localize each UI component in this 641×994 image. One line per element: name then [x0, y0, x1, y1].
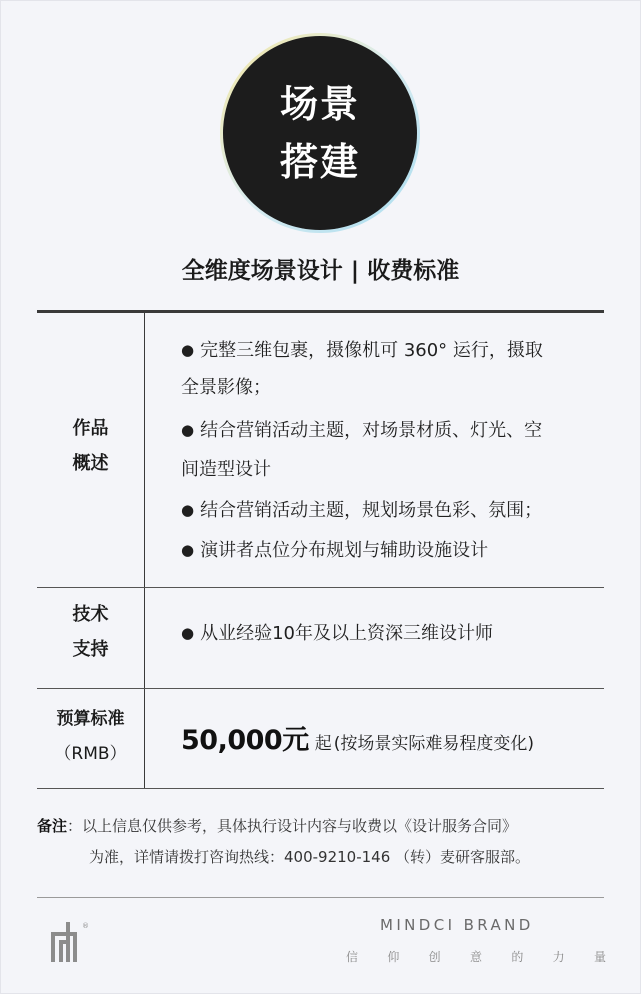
- price-amount: 50,000元: [181, 725, 309, 756]
- list-item: [181, 411, 601, 451]
- slogan-char: 意: [469, 950, 482, 964]
- bullet-text: 从业经验10年及以上资深三维设计师: [200, 623, 493, 644]
- brand-logo-icon: [49, 918, 89, 964]
- bullet-text: 演讲者点位分布规划与辅助设施设计: [200, 540, 489, 561]
- list-item: [181, 531, 601, 571]
- label-line: 作品: [72, 418, 109, 439]
- note-line-2: [89, 842, 609, 872]
- footer-divider: [37, 897, 604, 898]
- note-text: 为准，详情请拨打咨询热线：400-9210-146 （转）麦研客服部。: [89, 848, 531, 866]
- bullet-icon: ●: [181, 501, 195, 519]
- slogan-char: 信: [346, 950, 359, 964]
- slogan-char: 力: [552, 950, 565, 964]
- row-divider-1: [37, 587, 604, 588]
- badge-line-1: 场景: [279, 82, 360, 126]
- label-line: 技术: [72, 604, 109, 625]
- list-item-continuation: [181, 368, 601, 408]
- list-item-continuation: [181, 450, 601, 490]
- brand-name: MINDCI BRAND: [380, 916, 534, 934]
- table-top-divider: [37, 310, 604, 313]
- bullet-text: 完整三维包裹，摄像机可 360° 运行，摄取: [200, 340, 543, 361]
- badge-line-2: 搭建: [279, 140, 360, 184]
- bullet-icon: ●: [181, 341, 195, 359]
- bullet-icon: ●: [181, 421, 195, 439]
- slogan-char: 创: [428, 950, 441, 964]
- bullet-text: 全景影像；: [181, 377, 271, 398]
- row-divider-2: [37, 688, 604, 689]
- registered-mark: ®: [82, 922, 89, 930]
- row-divider-3: [37, 788, 604, 789]
- slogan-char: 量: [593, 950, 606, 964]
- brand-slogan: [346, 948, 606, 965]
- price-unit: 起: [314, 734, 332, 754]
- title-badge: [223, 36, 417, 230]
- label-line: 支持: [72, 639, 109, 660]
- note-text: ：以上信息仅供参考，具体执行设计内容与收费以《设计服务合同》: [67, 817, 518, 835]
- slogan-char: 仰: [387, 950, 400, 964]
- slogan-char: 的: [511, 950, 524, 964]
- row-label-support: [37, 597, 144, 667]
- price-row: [181, 718, 611, 757]
- row-label-budget: [37, 702, 144, 772]
- bullet-text: 间造型设计: [181, 459, 271, 480]
- row-label-overview: [37, 411, 144, 481]
- note-label: 备注: [37, 817, 68, 835]
- label-line: 概述: [72, 453, 109, 474]
- list-item: [181, 331, 601, 371]
- list-item: [181, 614, 601, 654]
- list-item: [181, 491, 601, 531]
- bullet-text: 结合营销活动主题，规划场景色彩、氛围；: [200, 500, 543, 521]
- page-title: 全维度场景设计 | 收费标准: [181, 258, 460, 284]
- label-line: 预算标准: [56, 709, 125, 729]
- bullet-icon: ●: [181, 624, 195, 642]
- bullet-text: 结合营销活动主题，对场景材质、灯光、空: [200, 420, 543, 441]
- label-line: （RMB）: [54, 744, 127, 764]
- price-note: (按场景实际难易程度变化): [333, 734, 534, 754]
- note-line-1: [37, 811, 617, 841]
- table-column-divider: [144, 313, 145, 789]
- bullet-icon: ●: [181, 541, 195, 559]
